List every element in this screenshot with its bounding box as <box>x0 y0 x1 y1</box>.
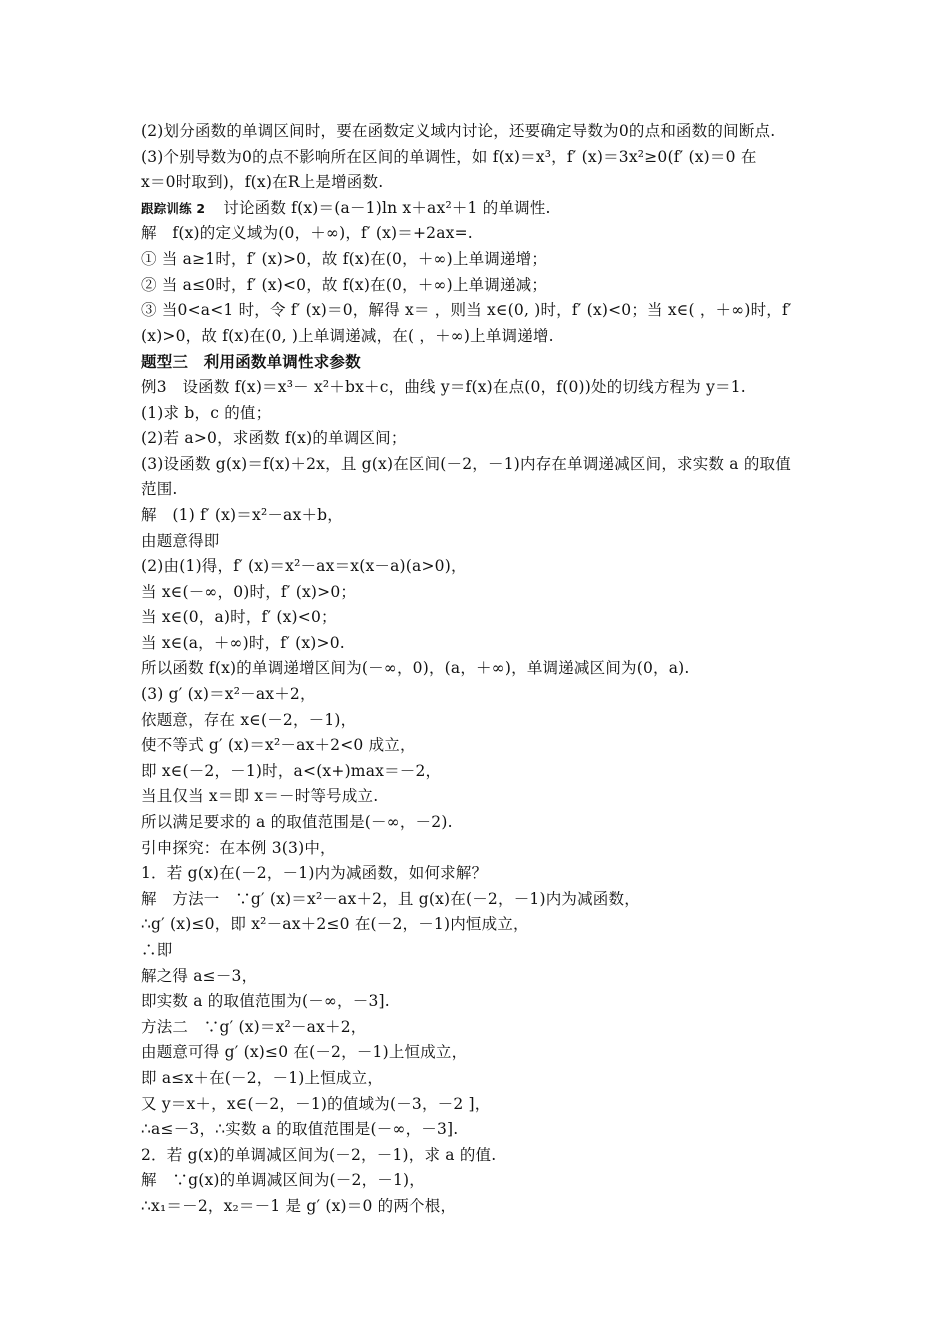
text-line: 解 ∵g(x)的单调减区间为(－2，－1)， <box>141 1171 425 1190</box>
text-line: 范围. <box>141 480 178 499</box>
followup-exercise-text: 讨论函数 f(x)＝(a－1)ln x＋ax²＋1 的单调性. <box>223 198 551 217</box>
text-line: (2)由(1)得，f′ (x)＝x²－ax＝x(x－a)(a>0)， <box>141 557 467 576</box>
text-line: 当 x∈(a，＋∞)时，f′ (x)>0. <box>141 633 345 652</box>
text-line: 使不等式 g′ (x)＝x²－ax＋2<0 成立， <box>141 736 416 755</box>
text-line: 所以函数 f(x)的单调递增区间为(－∞，0)，(a，＋∞)，单调递减区间为(0，a). <box>141 659 690 678</box>
text-line: 引申探究：在本例 3(3)中， <box>141 838 336 857</box>
text-line: 例3 设函数 f(x)＝x³－ x²＋bx＋c，曲线 y＝f(x)在点(0，f(0))处的切线方程为 y＝1. <box>141 377 746 396</box>
text-line: (3) g′ (x)＝x²－ax＋2， <box>141 685 316 704</box>
text-line: 解之得 a≤－3， <box>141 966 258 985</box>
text-line: 即 a≤x＋在(－2，－1)上恒成立， <box>141 1068 384 1087</box>
text-line: (2)若 a>0，求函数 f(x)的单调区间； <box>141 429 407 448</box>
text-line: ② 当 a≤0时，f′ (x)<0，故 f(x)在(0，＋∞)上单调递减； <box>141 275 548 294</box>
text-line: 解 方法一 ∵g′ (x)＝x²－ax＋2，且 g(x)在(－2，－1)内为减函数， <box>141 889 640 908</box>
text-line: 又 y＝x＋，x∈(－2，－1)的值域为(－3，－2 ]， <box>141 1094 491 1113</box>
text-line: (3)设函数 g(x)＝f(x)＋2x，且 g(x)在区间(－2，－1)内存在单调递减区间，求实数 a 的取值 <box>141 454 791 473</box>
section-heading: 题型三 利用函数单调性求参数 <box>141 352 361 372</box>
text-line: (1)求 b，c 的值； <box>141 403 272 422</box>
text-line: 当且仅当 x＝即 x＝－时等号成立. <box>141 787 379 806</box>
text-line: 由题意可得 g′ (x)≤0 在(－2，－1)上恒成立， <box>141 1043 468 1062</box>
text-line: 依题意，存在 x∈(－2，－1)， <box>141 710 357 729</box>
text-line: 所以满足要求的 a 的取值范围是(－∞，－2). <box>141 813 453 832</box>
followup-exercise-line <box>141 196 821 222</box>
text-line: ① 当 a≥1时，f′ (x)>0，故 f(x)在(0，＋∞)上单调递增； <box>141 249 548 268</box>
text-line: ∴即 <box>141 941 173 959</box>
text-line: (3)个别导数为0的点不影响所在区间的单调性，如 f(x)＝x³，f′ (x)＝3x²≥0(f′ (x)＝0 在 <box>141 147 757 166</box>
text-line: 方法二 ∵g′ (x)＝x²－ax＋2， <box>141 1017 367 1036</box>
text-line: 解 f(x)的定义域为(0，＋∞)，f′ (x)＝+2ax=. <box>141 224 473 243</box>
text-line: 2．若 g(x)的单调减区间为(－2，－1)，求 a 的值. <box>141 1145 497 1164</box>
text-line: (x)>0，故 f(x)在(0, )上单调递减，在( ，＋∞)上单调递增. <box>141 326 554 345</box>
followup-exercise-tag: 跟踪训练 2 <box>141 200 206 216</box>
text-line: 即实数 a 的取值范围为(－∞，－3]. <box>141 992 390 1011</box>
text-line: ③ 当0<a<1 时，令 f′ (x)＝0，解得 x＝ ，则当 x∈(0, )时，f′ (x)<0；当 x∈( ，＋∞)时，f′ <box>141 301 792 320</box>
text-line: 当 x∈(0，a)时，f′ (x)<0； <box>141 608 337 627</box>
text-line: 即 x∈(－2，－1)时，a<(x+)max＝－2， <box>141 761 442 780</box>
text-line: ∴x₁＝－2，x₂＝－1 是 g′ (x)＝0 的两个根， <box>141 1196 457 1215</box>
text-line: 由题意得即 <box>141 531 220 550</box>
text-line: 解 (1) f′ (x)＝x²－ax＋b， <box>141 505 343 524</box>
document-body <box>141 119 821 1220</box>
text-line: 当 x∈(－∞，0)时，f′ (x)>0； <box>141 582 357 601</box>
text-line: 1．若 g(x)在(－2，－1)内为减函数，如何求解？ <box>141 864 488 883</box>
text-line: ∴g′ (x)≤0，即 x²－ax＋2≤0 在(－2，－1)内恒成立， <box>141 915 529 934</box>
text-line: (2)划分函数的单调区间时，要在函数定义域内讨论，还要确定导数为0的点和函数的间断点. <box>141 122 776 140</box>
text-line: x＝0时取到)，f(x)在R上是增函数. <box>141 173 384 192</box>
text-line: ∴a≤－3，∴实数 a 的取值范围是(－∞，－3]. <box>141 1120 459 1139</box>
